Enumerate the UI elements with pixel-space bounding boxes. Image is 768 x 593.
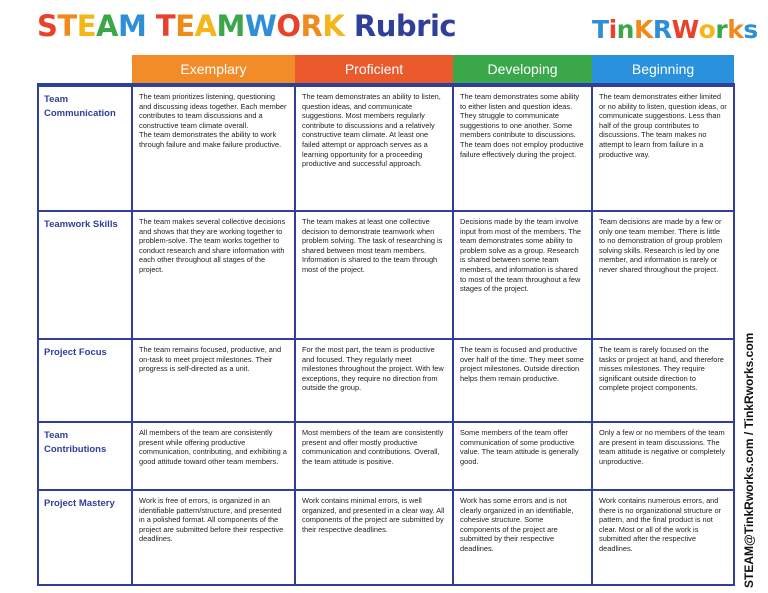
- descriptor-cell: Team decisions are made by a few or only one team member. There is little to no demonstration of group problem solving skills. Research is led by one member, and information is rarely or never shared throughout the project.: [592, 211, 734, 339]
- logo-letter: K: [633, 15, 653, 44]
- descriptor-cell: The team is rarely focused on the tasks or project at hand, and therefore misses milestones. They require significant outside direction to complete project components.: [592, 339, 734, 422]
- descriptor-cell: The team demonstrates an ability to listen, question ideas, and communicate suggestions. Most members regularly contribute to discussions and a relatively constructive team climate. At least one failed attempt or approach serves as a learning opportunity for a proceeding productive and successful approach.: [295, 85, 453, 211]
- title-letter: O: [276, 9, 301, 43]
- descriptor-cell: Work has some errors and is not clearly organized in an identifiable, cohesive structure. Some components of the project are submitted by their respective deadlines.: [453, 490, 592, 585]
- level-header-row: [38, 55, 734, 85]
- tinkrworks-logo: [592, 12, 758, 48]
- title-letter: R: [300, 9, 323, 43]
- title-letter: M: [216, 9, 245, 43]
- descriptor-cell: Decisions made by the team involve input from most of the members. The team demonstrates some ability to problem solve as a group. Research is shared between some team members, and information is shared to most of the team throughout a few stages of the project.: [453, 211, 592, 339]
- descriptor-cell: The team is focused and productive over half of the time. They meet some project milestones. Outside direction helps them remain productive.: [453, 339, 592, 422]
- descriptor-cell: The team makes at least one collective decision to demonstrate teamwork when problem solving. The task of researching is shared between most team members. Information is shared to the team through most of the project.: [295, 211, 453, 339]
- page-title: [37, 6, 456, 46]
- criterion-label: Team Contributions: [38, 422, 132, 490]
- title-letter: E: [76, 9, 96, 43]
- descriptor-cell: The team remains focused, productive, and on-task to meet project milestones. Their progress is self-directed as a unit.: [132, 339, 295, 422]
- logo-letter: s: [743, 15, 758, 44]
- level-header-beginning: Beginning: [592, 55, 734, 85]
- logo-letter: T: [592, 15, 609, 44]
- title-letter: E: [175, 9, 195, 43]
- logo-letter: r: [715, 15, 728, 44]
- level-header-exemplary: Exemplary: [132, 55, 295, 85]
- title-letter: A: [96, 9, 118, 43]
- level-header-proficient: Proficient: [295, 55, 453, 85]
- title-letter: W: [244, 9, 277, 43]
- title-letter: M: [117, 9, 156, 43]
- header-corner: [38, 55, 132, 85]
- descriptor-cell: The team demonstrates either limited or no ability to listen, question ideas, or communicate suggestions. Less than half of the group contributes to discussions. The team makes no attempt to learn from failure in a productive way.: [592, 85, 734, 211]
- contact-footer: STEAM@TinkRworks.com / TinkRworks.com: [742, 332, 756, 588]
- descriptor-cell: Work is free of errors, is organized in an identifiable pattern/structure, and presented in a polished format. All components of the project are submitted before their respective deadlines.: [132, 490, 295, 585]
- title-letter: T: [57, 9, 77, 43]
- criterion-label: Project Mastery: [38, 490, 132, 585]
- title-letter: S: [37, 9, 58, 43]
- descriptor-cell: Only a few or no members of the team are present in team discussions. The team attitude is negative or completely unproductive.: [592, 422, 734, 490]
- level-header-developing: Developing: [453, 55, 592, 85]
- descriptor-cell: The team demonstrates some ability to either listen and question ideas. They struggle to communicate suggestions to one another. Some members contribute to discussions. The team does not employ productive failure effectively during the project.: [453, 85, 592, 211]
- rubric-row: [38, 422, 734, 490]
- descriptor-cell: Some members of the team offer communication of some productive value. The team attitude is generally good.: [453, 422, 592, 490]
- criterion-label: Team Communication: [38, 85, 132, 211]
- criterion-label: Teamwork Skills: [38, 211, 132, 339]
- logo-letter: W: [671, 15, 699, 44]
- criterion-label: Project Focus: [38, 339, 132, 422]
- logo-letter: o: [698, 15, 716, 44]
- title-letter: K: [322, 9, 354, 43]
- descriptor-cell: Most members of the team are consistently present and offer mostly productive communication and contributions. Overall, the team attitude is positive.: [295, 422, 453, 490]
- descriptor-cell: The team makes several collective decisions and shows that they are working together to problem-solve. The team works together to conduct research and share information with each other throughout all stages of the project.: [132, 211, 295, 339]
- title-letter: Rubric: [353, 9, 457, 43]
- logo-letter: n: [616, 15, 634, 44]
- logo-letter: R: [652, 15, 672, 44]
- descriptor-cell: All members of the team are consistently present while offering productive communication, contributing, and exhibiting a good attitude toward other team members.: [132, 422, 295, 490]
- title-letter: A: [194, 9, 217, 43]
- descriptor-cell: Work contains numerous errors, and there is no organizational structure or pattern, and the final product is not clear. Most or all of the work is submitted after the respective deadlines.: [592, 490, 734, 585]
- descriptor-cell: Work contains minimal errors, is well organized, and presented in a clear way. All components of the project are submitted by their respective deadlines.: [295, 490, 453, 585]
- title-letter: T: [155, 9, 176, 43]
- rubric-row: [38, 211, 734, 339]
- rubric-row: [38, 490, 734, 585]
- descriptor-cell: The team prioritizes listening, questioning and discussing ideas together. Each member contributes to team discussions and a constructive team climate overall. The team demonstrates the ability to work through failure and make failure productive.: [132, 85, 295, 211]
- rubric-body: [38, 85, 734, 585]
- logo-letter: k: [727, 15, 744, 44]
- descriptor-cell: For the most part, the team is productive and focused. They regularly meet milestones throughout the project. With few exceptions, they require no direction from outside the group.: [295, 339, 453, 422]
- logo-letter: i: [608, 15, 617, 44]
- rubric-row: [38, 339, 734, 422]
- rubric-row: [38, 85, 734, 211]
- rubric-table: [37, 55, 735, 586]
